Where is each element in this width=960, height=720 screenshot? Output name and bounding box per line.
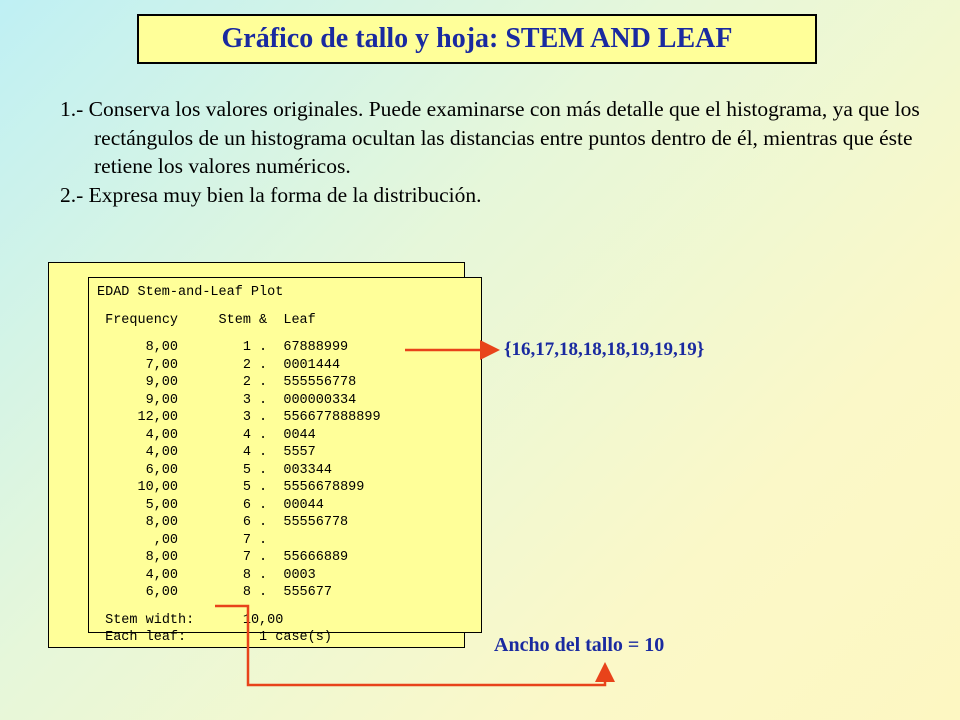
- title-box: [137, 14, 817, 64]
- row-stem: 3: [242, 410, 251, 425]
- plot-row: 12,00 3 . 556677888899: [137, 410, 381, 425]
- row-leaf: 0044: [283, 427, 316, 443]
- row-frequency: ,00: [153, 532, 179, 548]
- plot-heading: EDAD Stem-and-Leaf Plot: [97, 285, 284, 300]
- row-stem: 5: [242, 480, 251, 495]
- row-frequency: 8,00: [145, 340, 179, 355]
- plot-row: 10,00 5 . 5556678899: [137, 480, 365, 495]
- each-leaf-line: [97, 629, 481, 647]
- plot-row: ,00 7 .: [153, 532, 284, 548]
- stem-width-line: [97, 612, 481, 630]
- slide-title: Gráfico de tallo y hoja: STEM AND LEAF: [221, 23, 733, 54]
- plot-row: 9,00 3 . 000000334: [145, 392, 357, 408]
- row-leaf: 000000334: [283, 392, 357, 408]
- col-leaf: Leaf: [283, 312, 316, 328]
- plot-row: 8,00 7 . 55666889: [145, 550, 349, 565]
- row-frequency: 6,00: [145, 585, 179, 600]
- row-leaf: 67888999: [283, 340, 349, 355]
- row-frequency: 6,00: [145, 462, 179, 478]
- row-frequency: 4,00: [145, 427, 179, 443]
- row-leaf: 00044: [283, 497, 324, 513]
- plot-column-headers: [97, 312, 481, 330]
- row-leaf: 556677888899: [283, 410, 381, 425]
- row-leaf: 555556778: [283, 375, 357, 390]
- stem-leaf-output: [88, 277, 482, 645]
- row-frequency: 4,00: [145, 567, 179, 583]
- row-stem: 2: [242, 357, 251, 373]
- row-leaf: 0001444: [283, 357, 341, 373]
- description-points: [60, 95, 920, 209]
- row-leaf: 5556678899: [283, 480, 365, 495]
- point-1: 1.- Conserva los valores originales. Puede examinarse con más detalle que el histograma, ya que los rectángulos de un histograma ocultan las distancias entre puntos dentro de él, mientras que éste retiene los valores numéricos.: [60, 97, 920, 178]
- row-leaf: 003344: [283, 462, 332, 478]
- row-stem: 8: [242, 585, 251, 600]
- row-stem: 2: [242, 375, 251, 390]
- col-frequency: Frequency: [105, 312, 179, 328]
- row-frequency: 7,00: [145, 357, 179, 373]
- row-stem: 1: [242, 340, 251, 355]
- col-stem: Stem &: [218, 312, 268, 328]
- plot-rows: [97, 339, 481, 602]
- stem-width-label: Stem width:: [105, 612, 195, 628]
- stem-width-value: 10,00: [242, 612, 284, 628]
- row-frequency: 10,00: [137, 480, 179, 495]
- row-stem: 3: [242, 392, 251, 408]
- row-stem: 5: [242, 462, 251, 478]
- row-stem: 6: [242, 497, 251, 513]
- plot-row: 4,00 4 . 0044: [145, 427, 316, 443]
- row-leaf: 55666889: [283, 550, 349, 565]
- row-frequency: 8,00: [145, 515, 179, 530]
- each-leaf-label: Each leaf:: [105, 630, 187, 645]
- row-stem: 7: [242, 532, 251, 548]
- row-leaf: 0003: [283, 567, 316, 583]
- row-stem: 8: [242, 567, 251, 583]
- row-stem: 6: [242, 515, 251, 530]
- row-frequency: 9,00: [145, 392, 179, 408]
- row-frequency: 4,00: [145, 445, 179, 460]
- plot-row: 5,00 6 . 00044: [145, 497, 324, 513]
- first-row-values-annotation: {16,17,18,18,18,19,19,19}: [504, 339, 705, 360]
- row-frequency: 8,00: [145, 550, 179, 565]
- row-frequency: 9,00: [145, 375, 179, 390]
- row-stem: 4: [242, 427, 251, 443]
- row-stem: 7: [242, 550, 251, 565]
- row-leaf: 55556778: [283, 515, 349, 530]
- plot-row: 7,00 2 . 0001444: [145, 357, 341, 373]
- plot-row: 4,00 8 . 0003: [145, 567, 316, 583]
- plot-row: 6,00 8 . 555677: [145, 585, 332, 600]
- plot-row: 8,00 6 . 55556778: [145, 515, 349, 530]
- plot-row: 6,00 5 . 003344: [145, 462, 332, 478]
- row-frequency: 5,00: [145, 497, 179, 513]
- row-leaf: 5557: [283, 445, 316, 460]
- plot-row: 4,00 4 . 5557: [145, 445, 316, 460]
- row-stem: 4: [242, 445, 251, 460]
- row-frequency: 12,00: [137, 410, 179, 425]
- plot-row: 9,00 2 . 555556778: [145, 375, 357, 390]
- point-2: 2.- Expresa muy bien la forma de la distribución.: [60, 182, 482, 207]
- row-leaf: 555677: [283, 585, 332, 600]
- plot-row: 8,00 1 . 67888999: [145, 340, 349, 355]
- stem-width-annotation: Ancho del tallo = 10: [494, 634, 665, 656]
- each-leaf-value: 1 case(s): [259, 630, 332, 645]
